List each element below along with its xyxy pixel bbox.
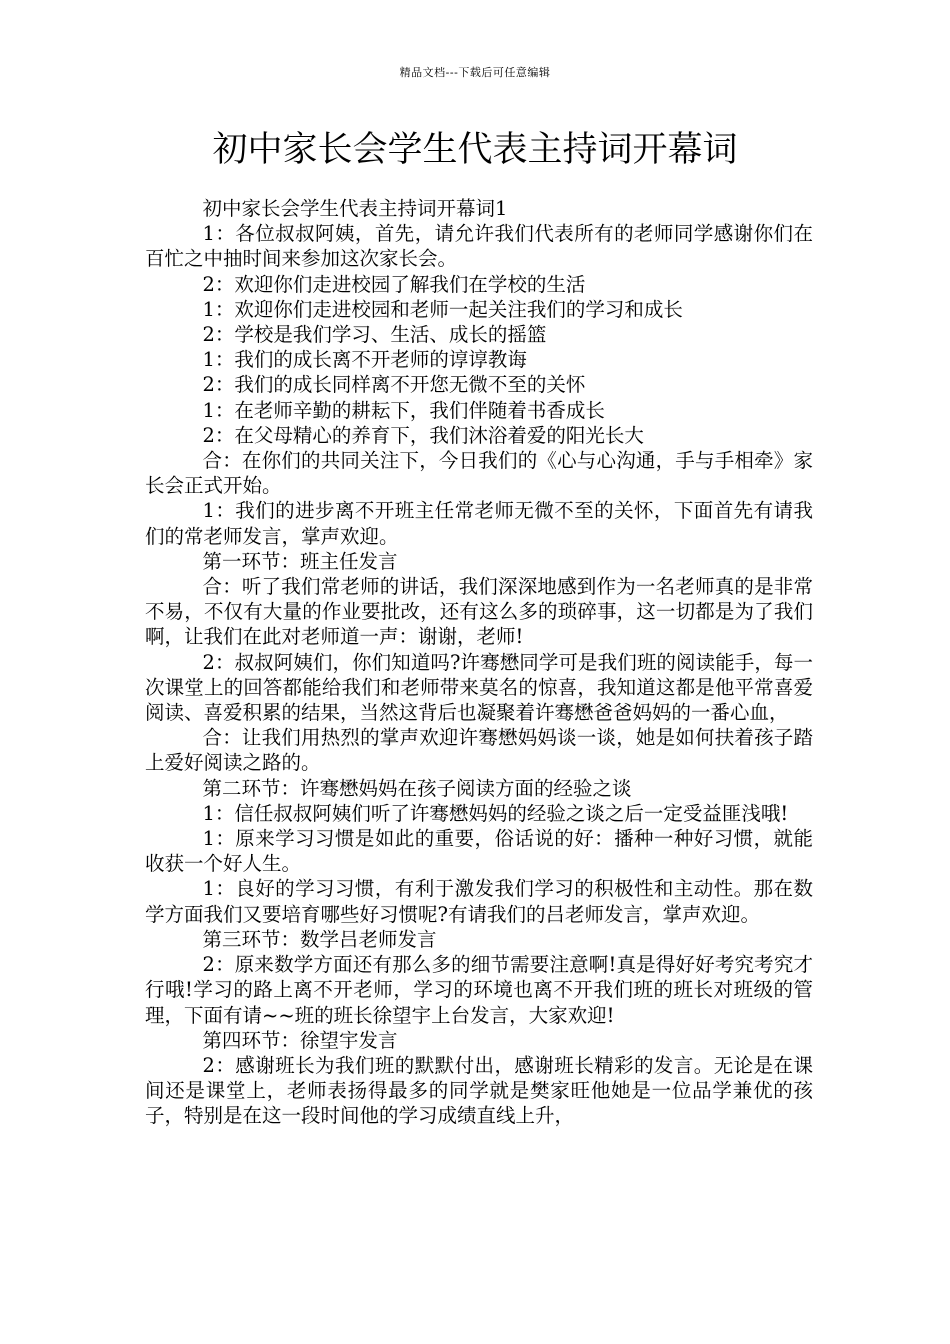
section-heading: 第二环节：许骞懋妈妈在孩子阅读方面的经验之谈	[202, 776, 632, 800]
paragraph: 1：我们的进步离不开班主任常老师无微不至的关怀，下面首先有请我们的常老师发言，掌声欢迎。	[145, 499, 813, 548]
paragraph: 1：良好的学习习惯，有利于激发我们学习的积极性和主动性。那在数学方面我们又要培育哪些好习惯呢?有请我们的吕老师发言，掌声欢迎。	[145, 877, 813, 926]
paragraph: 合：在你们的共同关注下，今日我们的《心与心沟通，手与手相牵》家长会正式开始。	[145, 449, 813, 498]
paragraph: 2：原来数学方面还有那么多的细节需要注意啊!真是得好好考究考究才行哦!学习的路上离不开老师，学习的环境也离不开我们班的班长对班级的管理，下面有请~~班的班长徐望宇上台发言，大家欢迎!	[145, 953, 813, 1027]
paragraph: 1：信任叔叔阿姨们听了许骞懋妈妈的经验之谈之后一定受益匪浅哦!	[202, 801, 789, 825]
paragraph: 2：我们的成长同样离不开您无微不至的关怀	[202, 373, 586, 397]
section-heading: 第四环节：徐望宇发言	[202, 1028, 398, 1052]
paragraph: 2：叔叔阿姨们，你们知道吗?许骞懋同学可是我们班的阅读能手，每一次课堂上的回答都能给我们和老师带来莫名的惊喜，我知道这都是他平常喜爱阅读、喜爱积累的结果，当然这背后也凝聚着许骞懋爸爸妈妈的一番心血，	[145, 650, 813, 725]
page-header-note: 精品文档---下载后可任意编辑	[399, 66, 551, 79]
section-heading: 第三环节：数学吕老师发言	[202, 927, 437, 951]
document-body	[145, 196, 813, 1129]
document-title: 初中家长会学生代表主持词开幕词	[212, 130, 738, 170]
paragraph: 2：学校是我们学习、生活、成长的摇篮	[202, 323, 547, 347]
paragraph: 1：欢迎你们走进校园和老师一起关注我们的学习和成长	[202, 297, 683, 321]
section-heading: 第一环节：班主任发言	[202, 549, 398, 573]
paragraph: 1：在老师辛勤的耕耘下，我们伴随着书香成长	[202, 398, 605, 422]
paragraph: 合：听了我们常老师的讲话，我们深深地感到作为一名老师真的是非常不易，不仅有大量的作业要批改，还有这么多的琐碎事，这一切都是为了我们啊，让我们在此对老师道一声：谢谢，老师!	[145, 575, 813, 649]
paragraph: 1：我们的成长离不开老师的谆谆教诲	[202, 348, 527, 372]
paragraph: 1：各位叔叔阿姨，首先，请允许我们代表所有的老师同学感谢你们在百忙之中抽时间来参加这次家长会。	[145, 222, 813, 271]
paragraph: 2：感谢班长为我们班的默默付出，感谢班长精彩的发言。无论是在课间还是课堂上，老师表扬得最多的同学就是樊家旺他她是一位品学兼优的孩子，特别是在这一段时间他的学习成绩直线上升，	[145, 1053, 813, 1128]
paragraph: 合：让我们用热烈的掌声欢迎许骞懋妈妈谈一谈，她是如何扶着孩子踏上爱好阅读之路的。	[145, 726, 813, 775]
paragraph: 初中家长会学生代表主持词开幕词1	[202, 197, 508, 220]
paragraph: 2：在父母精心的养育下，我们沐浴着爱的阳光长大	[202, 423, 644, 447]
paragraph: 2：欢迎你们走进校园了解我们在学校的生活	[202, 272, 586, 296]
paragraph: 1：原来学习习惯是如此的重要，俗话说的好：播种一种好习惯，就能收获一个好人生。	[145, 827, 813, 876]
